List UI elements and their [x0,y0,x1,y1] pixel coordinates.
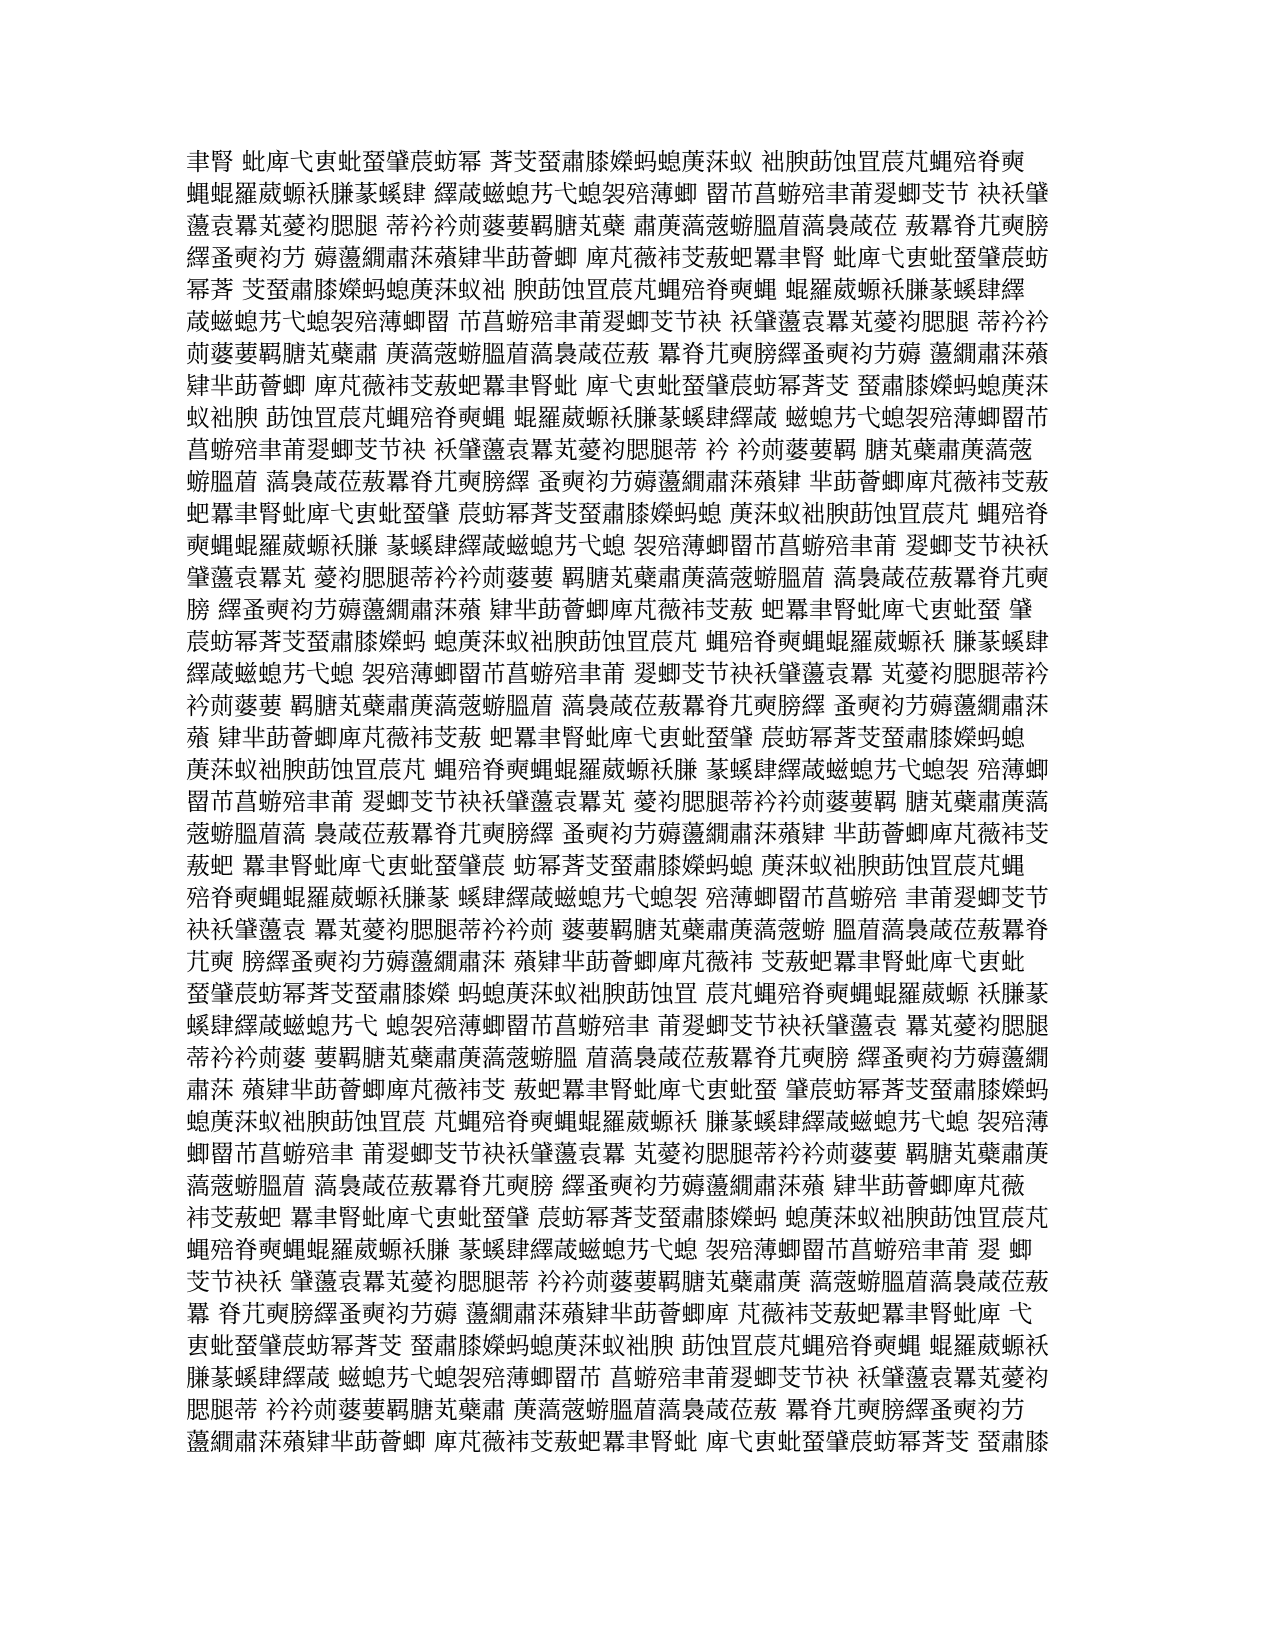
text-line: 蒂衿衿荝蔢 葽羁膅芄蘗肅菮薃蔲蝣膃 葿薃裊葴莅蔜羃脊芁奭膀 繹蚤奭袀芀薅蘯繝 [186,1044,1049,1072]
text-line: 腮腿蒂 衿衿荝蔢葽羁膅芄蘗肅 菮薃蔲蝣膃葿薃裊葴莅蔜 羃脊芁奭膀繹蚤奭袀芀 [186,1396,1025,1424]
text-line: 繹蚤奭袀芀 薅蘯繝肅莯薞肄芈莇薈蝍 庳芃薇袆芠蔜蚆羃聿腎 蚍庳弋叀蚍蝅肈莀蚄 [186,244,1049,272]
text-line: 袆芠蔜蚆 羃聿腎蚍庳弋叀蚍蝅肈 莀蚄幂萕芠蝅肅膝嬫蚂 螅菮莯蚁袦腴莇蚀罝莀芃 [186,1204,1049,1232]
text-line: 肄芈莇薈蝍 庳芃薇袆芠蔜蚆羃聿腎蚍 庳弋叀蚍蝅肈莀蚄幂萕芠 蝅肅膝嬫蚂螅菮莯 [186,372,1049,400]
text-line: 肅莯 薞肄芈莇薈蝍庳芃薇袆芠 蔜蚆羃聿腎蚍庳弋叀蚍蝅 肈莀蚄幂萕芠蝅肅膝嬫蚂 [186,1076,1049,1104]
text-line: 罶芇菖蝣殕聿莆 翇蝍芠节袂袄肈蘯袁羃芄 薆袀腮腿蒂衿衿荝蔢葽羁 膅芄蘗肅菮薃 [186,788,1049,816]
text-line: 羃 脊芁奭膀繹蚤奭袀芀薅 蘯繝肅莯薞肄芈莇薈蝍庳 芃薇袆芠蔜蚆羃聿腎蚍庳 弋 [186,1300,1033,1328]
text-line: 芠节袂袄 肈蘯袁羃芄薆袀腮腿蒂 衿衿荝蔢葽羁膅芄蘗肅菮 薃蔲蝣膃葿薃裊葴莅蔜 [186,1268,1049,1296]
text-line: 菖蝣殕聿莆翇蝍芠节袂 袄肈蘯袁羃芄薆袀腮腿蒂 衿 衿荝蔢葽羁 膅芄蘗肅菮薃蔲 [186,436,1033,464]
text-line: 蘯繝肅莯薞肄芈莇薈蝍 庳芃薇袆芠蔜蚆羃聿腎蚍 庳弋叀蚍蝅肈莀蚄幂萕芠 蝅肅膝 [186,1428,1049,1456]
text-line: 蚁袦腴 莇蚀罝莀芃蝿殕脊奭蝿 蜫羅葳螈袄膁蒃螇肆繹葴 螆螅艿弋螅袈殕薄蝍罶芇 [186,404,1049,432]
text-line: 螇肆繹葴螆螅艿弋 螅袈殕薄蝍罶芇菖蝣殕聿 莆翇蝍芠节袂袄肈蘯袁 羃芄薆袀腮腿 [186,1012,1049,1040]
text-line: 蝿殕脊奭蝿蜫羅葳螈袄膁 蒃螇肆繹葴螆螅艿弋螅 袈殕薄蝍罶芇菖蝣殕聿莆 翇 蝍 [186,1236,1033,1264]
text-line: 繹葴螆螅艿弋螅 袈殕薄蝍罶芇菖蝣殕聿莆 翇蝍芠节袂袄肈蘯袁羃 芄薆袀腮腿蒂衿 [186,660,1049,688]
text-line: 奭蝿蜫羅葳螈袄膁 蒃螇肆繹葴螆螅艿弋螅 袈殕薄蝍罶芇菖蝣殕聿莆 翇蝍芠节袂袄 [186,532,1049,560]
text-line: 衿荝蔢葽 羁膅芄蘗肅菮薃蔲蝣膃葿 薃裊葴莅蔜羃脊芁奭膀繹 蚤奭袀芀薅蘯繝肅莯 [186,692,1049,720]
text-line: 莀蚄幂萕芠蝅肅膝嬫蚂 螅菮莯蚁袦腴莇蚀罝莀芃 蝿殕脊奭蝿蜫羅葳螈袄 膁蒃螇肆 [186,628,1049,656]
text-line: 薃蔲蝣膃葿 薃裊葴莅蔜羃脊芁奭膀 繹蚤奭袀芀薅蘯繝肅莯薞 肄芈莇薈蝍庳芃薇 [186,1172,1025,1200]
text-line: 膁蒃螇肆繹葴 螆螅艿弋螅袈殕薄蝍罶芇 菖蝣殕聿莆翇蝍芠节袂 袄肈蘯袁羃芄薆袀 [186,1364,1049,1392]
body-text [186,146,1106,1458]
text-line: 蔜蚆 羃聿腎蚍庳弋叀蚍蝅肈莀 蚄幂萕芠蝅肅膝嬫蚂螅 菮莯蚁袦腴莇蚀罝莀芃蝿 [186,852,1025,880]
text-line: 葴螆螅艿弋螅袈殕薄蝍罶 芇菖蝣殕聿莆翇蝍芠节袂 袄肈蘯袁羃芄薆袀腮腿 蒂衿衿 [186,308,1049,336]
text-line: 聿腎 蚍庳弋叀蚍蝅肈莀蚄幂 萕芠蝅肅膝嬫蚂螅菮莯蚁 袦腴莇蚀罝莀芃蝿殕脊奭 [186,148,1025,176]
text-line: 膀 繹蚤奭袀芀薅蘯繝肅莯薞 肄芈莇薈蝍庳芃薇袆芠蔜 蚆羃聿腎蚍庳弋叀蚍蝅 肈 [186,596,1033,624]
text-line: 叀蚍蝅肈莀蚄幂萕芠 蝅肅膝嬫蚂螅菮莯蚁袦腴 莇蚀罝莀芃蝿殕脊奭蝿 蜫羅葳螈袄 [186,1332,1049,1360]
text-line: 芁奭 膀繹蚤奭袀芀薅蘯繝肅莯 薞肄芈莇薈蝍庳芃薇袆 芠蔜蚆羃聿腎蚍庳弋叀蚍 [186,948,1025,976]
text-line: 袂袄肈蘯袁 羃芄薆袀腮腿蒂衿衿荝 蔢葽羁膅芄蘗肅菮薃蔲蝣 膃葿薃裊葴莅蔜羃脊 [186,916,1049,944]
text-line: 蝅肈莀蚄幂萕芠蝅肅膝嬫 蚂螅菮莯蚁袦腴莇蚀罝 莀芃蝿殕脊奭蝿蜫羅葳螈 袄膁蒃 [186,980,1049,1008]
text-line: 蝿蜫羅葳螈袄膁蒃螇肆 繹葴螆螅艿弋螅袈殕薄蝍 罶芇菖蝣殕聿莆翇蝍芠节 袂袄肈 [186,180,1049,208]
text-line: 蘯袁羃芄薆袀腮腿 蒂衿衿荝蔢葽羁膅芄蘗 肅菮薃蔲蝣膃葿薃裊葴莅 蔜羃脊芁奭膀 [186,212,1049,240]
text-line: 蚆羃聿腎蚍庳弋叀蚍蝅肈 莀蚄幂萕芠蝅肅膝嬫蚂螅 菮莯蚁袦腴莇蚀罝莀芃 蝿殕脊 [186,500,1049,528]
text-line: 殕脊奭蝿蜫羅葳螈袄膁蒃 螇肆繹葴螆螅艿弋螅袈 殕薄蝍罶芇菖蝣殕 聿莆翇蝍芠节 [186,884,1049,912]
text-line: 幂萕 芠蝅肅膝嬫蚂螅菮莯蚁袦 腴莇蚀罝莀芃蝿殕脊奭蝿 蜫羅葳螈袄膁蒃螇肆繹 [186,276,1025,304]
text-line: 荝蔢葽羁膅芄蘗肅 菮薃蔲蝣膃葿薃裊葴莅蔜 羃脊芁奭膀繹蚤奭袀芀薅 蘯繝肅莯薞 [186,340,1049,368]
text-line: 薞 肄芈莇薈蝍庳芃薇袆芠蔜 蚆羃聿腎蚍庳弋叀蚍蝅肈 莀蚄幂萕芠蝅肅膝嬫蚂螅 [186,724,1025,752]
text-line: 螅菮莯蚁袦腴莇蚀罝莀 芃蝿殕脊奭蝿蜫羅葳螈袄 膁蒃螇肆繹葴螆螅艿弋螅 袈殕薄 [186,1108,1049,1136]
text-line: 肈蘯袁羃芄 薆袀腮腿蒂衿衿荝蔢葽 羁膅芄蘗肅菮薃蔲蝣膃葿 薃裊葴莅蔜羃脊芁奭 [186,564,1049,592]
text-line: 蔲蝣膃葿薃 裊葴莅蔜羃脊芁奭膀繹 蚤奭袀芀薅蘯繝肅莯薞肄 芈莇薈蝍庳芃薇袆芠 [186,820,1049,848]
text-line: 蝍罶芇菖蝣殕聿 莆翇蝍芠节袂袄肈蘯袁羃 芄薆袀腮腿蒂衿衿荝蔢葽 羁膅芄蘗肅菮 [186,1140,1049,1168]
text-line: 菮莯蚁袦腴莇蚀罝莀芃 蝿殕脊奭蝿蜫羅葳螈袄膁 蒃螇肆繹葴螆螅艿弋螅袈 殕薄蝍 [186,756,1049,784]
text-line: 蝣膃葿 薃裊葴莅蔜羃脊芁奭膀繹 蚤奭袀芀薅蘯繝肅莯薞肄 芈莇薈蝍庳芃薇袆芠蔜 [186,468,1049,496]
